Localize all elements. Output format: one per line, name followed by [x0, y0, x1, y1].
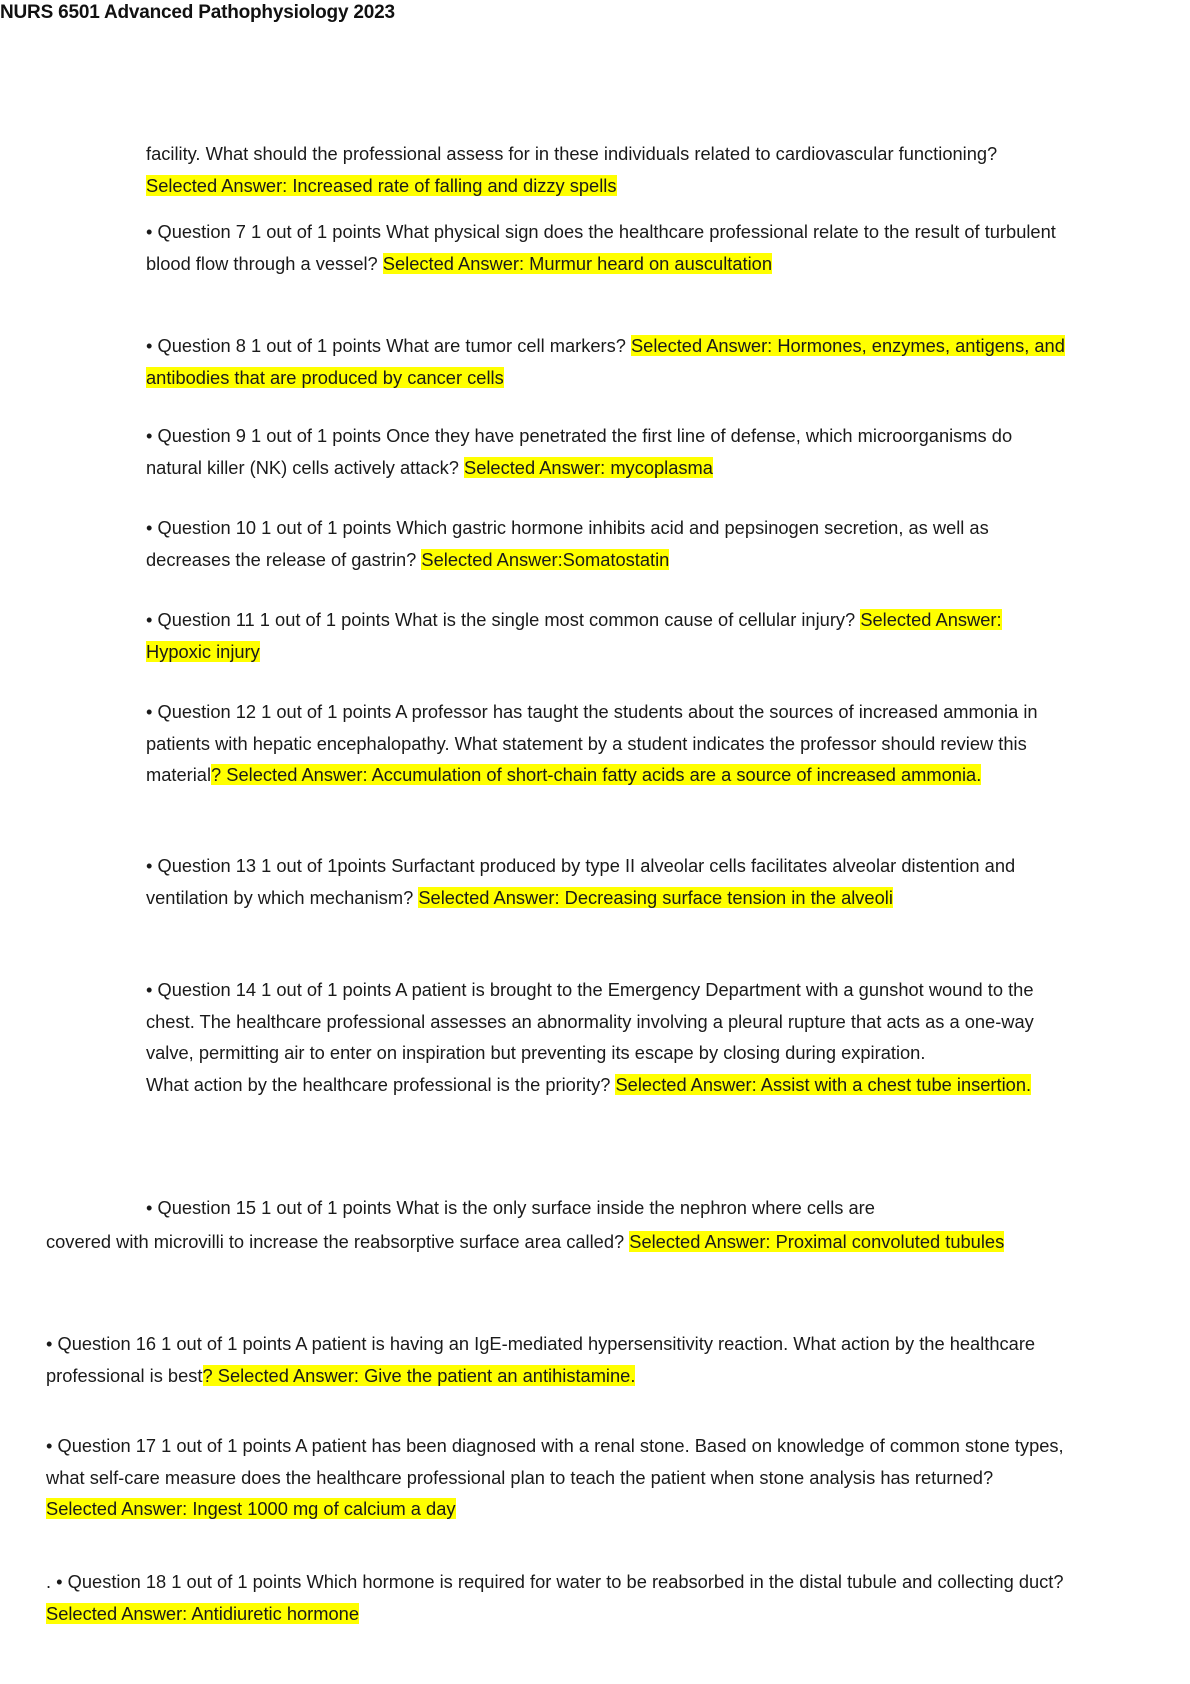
qa-item-16: [46, 1328, 1066, 1391]
selected-answer: Selected Answer: Ingest 1000 mg of calcium a day: [46, 1498, 456, 1519]
qa-item-11: [146, 604, 1066, 667]
selected-answer: Selected Answer: Decreasing surface tension in the alveoli: [418, 886, 893, 908]
question-text: . • Question 18 1 out of 1 points Which hormone is required for water to be reabsorbed in the distal tubule and collecting duct?: [46, 1571, 1064, 1592]
question-text: • Question 10 1 out of 1 points Which gastric hormone inhibits acid and pepsinogen secretion, as well as decreases the release of gastrin?: [146, 517, 989, 570]
qa-item-15: [146, 1192, 1066, 1224]
selected-answer: Selected Answer: Proximal convoluted tubules: [629, 1231, 1005, 1252]
selected-answer: ? Selected Answer: Give the patient an antihistamine.: [202, 1364, 636, 1386]
selected-answer: Selected Answer: Hormones, enzymes, antigens, and antibodies that are produced by cancer cells: [146, 335, 1065, 388]
selected-answer: ? Selected Answer: Accumulation of short-chain fatty acids are a source of increased ammonia.: [211, 764, 982, 785]
question-text: • Question 16 1 out of 1 points A patient is having an IgE-mediated hypersensitivity reaction. What action by the healthcare professional is best: [46, 1333, 1036, 1386]
question-text: • Question 7 1 out of 1 points What physical sign does the healthcare professional relate to the result of turbulent blood flow through a vessel?: [146, 221, 1056, 274]
question-text-continued: What action by the healthcare professional is the priority?: [146, 1073, 616, 1095]
question-text: • Question 8 1 out of 1 points What are tumor cell markers?: [146, 335, 631, 356]
question-text: • Question 11 1 out of 1 points What is the single most common cause of cellular injury?: [146, 609, 861, 630]
qa-item-13: [146, 850, 1066, 913]
qa-item-18: [46, 1566, 1066, 1629]
question-text: • Question 17 1 out of 1 points A patient has been diagnosed with a renal stone. Based on knowledge of common stone types, what self-care measure does the healthcare professional plan to teach the patient when stone analysis has returned?: [46, 1435, 1064, 1488]
selected-answer: Selected Answer: Increased rate of falling and dizzy spells: [146, 174, 617, 196]
qa-item-15-continued: [46, 1226, 1066, 1258]
qa-item-14: [146, 974, 1066, 1100]
question-text: • Question 13 1 out of 1points Surfactant produced by type II alveolar cells facilitates alveolar distention and ventilation by which mechanism?: [146, 855, 1016, 908]
question-text: • Question 14 1 out of 1 points A patient is brought to the Emergency Department with a gunshot wound to the chest. The healthcare professional assesses an abnormality involving a pleural rupture that acts as a one-way valve, permitting air to enter on inspiration but preventing its escape by closing during expiration.: [146, 979, 1034, 1063]
question-text: • Question 12 1 out of 1 points A professor has taught the students about the sources of increased ammonia in patients with hepatic encephalopathy. What statement by a student indicates the professor should review this material: [146, 701, 1038, 785]
qa-item-17: [46, 1430, 1066, 1525]
qa-item-8: [146, 330, 1066, 393]
question-text: facility. What should the professional assess for in these individuals related to cardiovascular functioning?: [146, 143, 998, 164]
qa-item-10: [146, 512, 1066, 575]
page-title: NURS 6501 Advanced Pathophysiology 2023: [0, 2, 395, 23]
qa-item-6-continued: [146, 138, 1066, 201]
selected-answer: Selected Answer: Antidiuretic hormone: [46, 1602, 359, 1624]
selected-answer: Selected Answer:Somatostatin: [421, 548, 670, 570]
question-text: • Question 9 1 out of 1 points Once they have penetrated the first line of defense, which microorganisms do natural killer (NK) cells actively attack?: [146, 425, 1013, 478]
question-text-continued: covered with microvilli to increase the reabsorptive surface area called?: [46, 1231, 630, 1252]
selected-answer: Selected Answer: Hypoxic injury: [146, 609, 1002, 662]
selected-answer: Selected Answer: Murmur heard on auscultation: [382, 252, 772, 274]
qa-item-7: [146, 216, 1066, 279]
qa-item-9: [146, 420, 1066, 483]
qa-item-12: [146, 696, 1066, 791]
selected-answer: Selected Answer: mycoplasma: [464, 456, 713, 478]
selected-answer: Selected Answer: Assist with a chest tube insertion.: [615, 1073, 1032, 1095]
question-text: • Question 15 1 out of 1 points What is the only surface inside the nephron where cells are: [146, 1197, 875, 1218]
